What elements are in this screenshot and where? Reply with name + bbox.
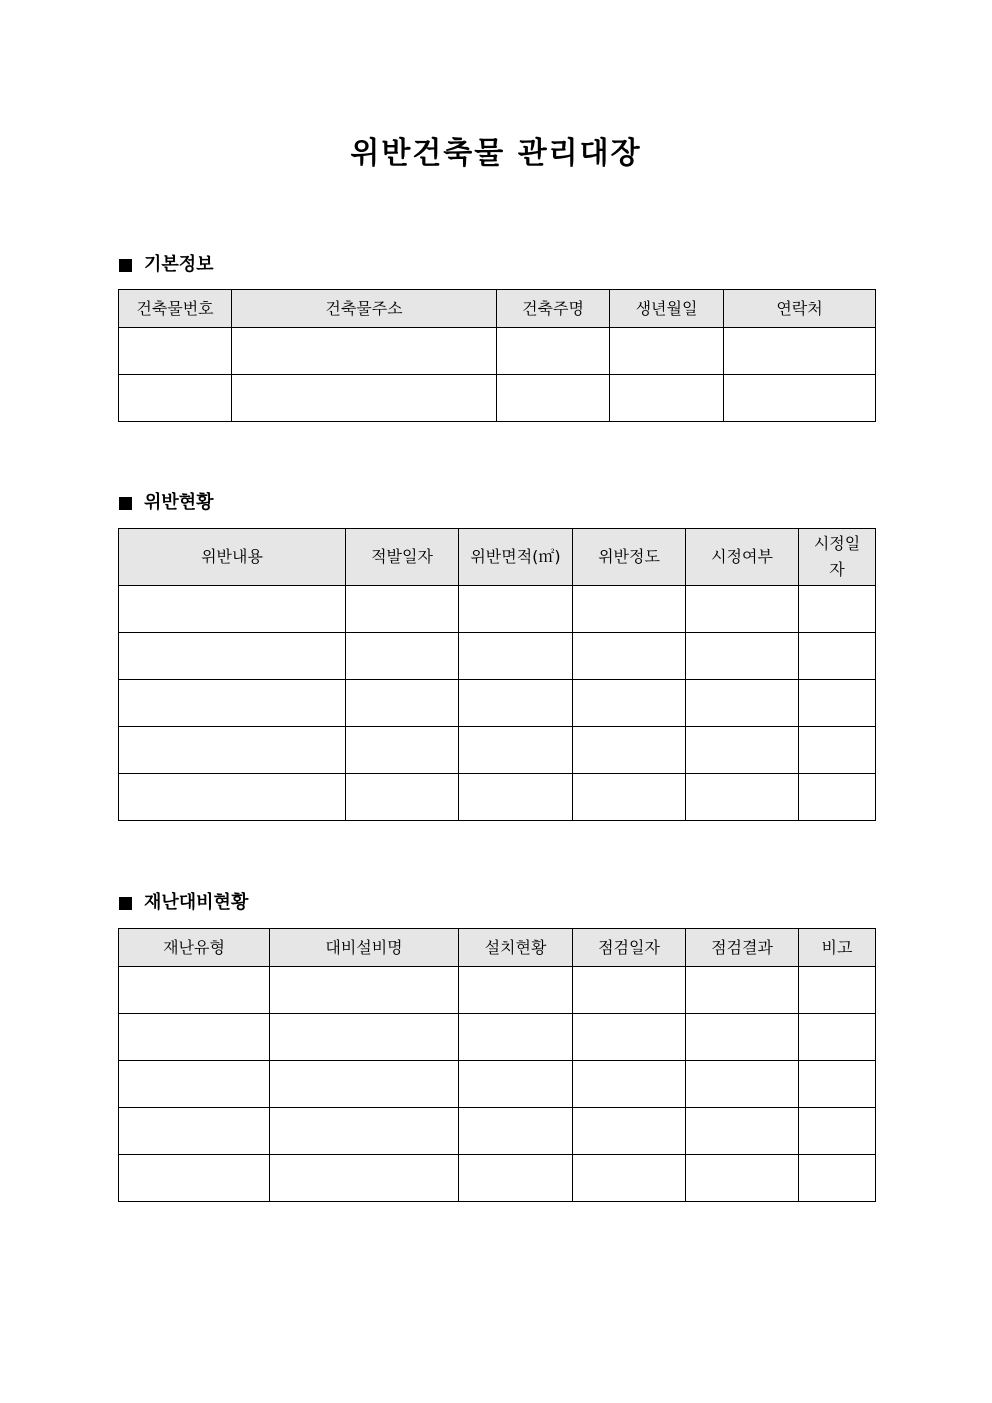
table-cell[interactable]	[573, 1014, 686, 1061]
table-cell[interactable]	[686, 633, 799, 680]
violation-status-table	[118, 528, 876, 821]
table-cell[interactable]	[459, 774, 573, 821]
table-row	[119, 633, 876, 680]
table-row	[119, 967, 876, 1014]
column-header: 시정여부	[686, 529, 799, 586]
column-header: 건축물번호	[119, 290, 232, 328]
table-cell[interactable]	[119, 774, 346, 821]
square-bullet-icon	[119, 259, 132, 272]
table-cell[interactable]	[119, 1108, 270, 1155]
table-cell[interactable]	[799, 1014, 876, 1061]
table-cell[interactable]	[119, 680, 346, 727]
table-cell[interactable]	[232, 375, 497, 422]
column-header: 설치현황	[459, 929, 573, 967]
table-cell[interactable]	[232, 328, 497, 375]
table-cell[interactable]	[799, 1108, 876, 1155]
table-cell[interactable]	[270, 1061, 459, 1108]
table-cell[interactable]	[459, 1108, 573, 1155]
table-cell[interactable]	[686, 967, 799, 1014]
table-cell[interactable]	[686, 680, 799, 727]
table-cell[interactable]	[459, 1061, 573, 1108]
table-row	[119, 328, 876, 375]
table-cell[interactable]	[686, 1061, 799, 1108]
table-cell[interactable]	[799, 727, 876, 774]
page-title: 위반건축물 관리대장	[350, 136, 642, 171]
section-heading-basic	[119, 253, 214, 277]
table-cell[interactable]	[799, 680, 876, 727]
table-cell[interactable]	[270, 1108, 459, 1155]
column-header: 건축물주소	[232, 290, 497, 328]
table-row	[119, 1061, 876, 1108]
table-header-row	[119, 529, 876, 586]
table-cell[interactable]	[346, 680, 459, 727]
column-header: 건축주명	[497, 290, 610, 328]
table-header-row	[119, 929, 876, 967]
table-cell[interactable]	[799, 967, 876, 1014]
table-cell[interactable]	[799, 586, 876, 633]
column-header: 적발일자	[346, 529, 459, 586]
table-cell[interactable]	[119, 1014, 270, 1061]
table-cell[interactable]	[497, 328, 610, 375]
table-cell[interactable]	[686, 1108, 799, 1155]
table-row	[119, 1108, 876, 1155]
section-heading-label: 재난대비현황	[144, 892, 249, 913]
table-cell[interactable]	[573, 680, 686, 727]
column-header: 연락처	[724, 290, 876, 328]
disaster-preparedness-table	[118, 928, 876, 1202]
section-heading-violation	[119, 491, 214, 515]
table-row	[119, 375, 876, 422]
column-header: 위반내용	[119, 529, 346, 586]
table-cell[interactable]	[270, 967, 459, 1014]
table-cell[interactable]	[119, 727, 346, 774]
table-cell[interactable]	[573, 967, 686, 1014]
table-cell[interactable]	[686, 774, 799, 821]
table-cell[interactable]	[119, 375, 232, 422]
section-heading-label: 위반현황	[144, 492, 214, 513]
table-cell[interactable]	[459, 633, 573, 680]
column-header: 시정일자	[799, 529, 876, 586]
table-cell[interactable]	[686, 1014, 799, 1061]
table-cell[interactable]	[119, 586, 346, 633]
column-header: 점검일자	[573, 929, 686, 967]
table-cell[interactable]	[799, 633, 876, 680]
table-cell[interactable]	[573, 1155, 686, 1202]
table-cell[interactable]	[459, 586, 573, 633]
table-cell[interactable]	[270, 1155, 459, 1202]
table-cell[interactable]	[573, 633, 686, 680]
column-header: 대비설비명	[270, 929, 459, 967]
table-cell[interactable]	[573, 586, 686, 633]
table-cell[interactable]	[270, 1014, 459, 1061]
table-cell[interactable]	[610, 328, 724, 375]
section-heading-disaster	[119, 891, 248, 915]
table-cell[interactable]	[573, 1061, 686, 1108]
table-cell[interactable]	[497, 375, 610, 422]
column-header: 비고	[799, 929, 876, 967]
table-row	[119, 680, 876, 727]
table-cell[interactable]	[119, 328, 232, 375]
table-cell[interactable]	[346, 727, 459, 774]
table-row	[119, 586, 876, 633]
table-cell[interactable]	[119, 1061, 270, 1108]
square-bullet-icon	[119, 497, 132, 510]
column-header: 재난유형	[119, 929, 270, 967]
column-header: 점검결과	[686, 929, 799, 967]
table-cell[interactable]	[346, 586, 459, 633]
table-cell[interactable]	[686, 586, 799, 633]
table-row	[119, 1014, 876, 1061]
table-cell[interactable]	[610, 375, 724, 422]
table-cell[interactable]	[459, 680, 573, 727]
section-heading-label: 기본정보	[144, 254, 214, 275]
column-header: 위반정도	[573, 529, 686, 586]
column-header: 생년월일	[610, 290, 724, 328]
table-cell[interactable]	[459, 727, 573, 774]
table-header-row	[119, 290, 876, 328]
table-cell[interactable]	[724, 375, 876, 422]
table-cell[interactable]	[573, 774, 686, 821]
table-cell[interactable]	[686, 727, 799, 774]
table-cell[interactable]	[459, 967, 573, 1014]
table-cell[interactable]	[799, 1155, 876, 1202]
table-cell[interactable]	[686, 1155, 799, 1202]
square-bullet-icon	[119, 897, 132, 910]
table-cell[interactable]	[573, 727, 686, 774]
table-cell[interactable]	[724, 328, 876, 375]
basic-info-table	[118, 289, 876, 422]
table-cell[interactable]	[346, 633, 459, 680]
table-cell[interactable]	[346, 774, 459, 821]
table-cell[interactable]	[459, 1014, 573, 1061]
table-cell[interactable]	[119, 967, 270, 1014]
table-row	[119, 774, 876, 821]
table-cell[interactable]	[799, 774, 876, 821]
table-row	[119, 1155, 876, 1202]
column-header: 위반면적(㎡)	[459, 529, 573, 586]
table-cell[interactable]	[573, 1108, 686, 1155]
table-cell[interactable]	[119, 633, 346, 680]
table-cell[interactable]	[459, 1155, 573, 1202]
table-cell[interactable]	[119, 1155, 270, 1202]
table-cell[interactable]	[799, 1061, 876, 1108]
table-row	[119, 727, 876, 774]
